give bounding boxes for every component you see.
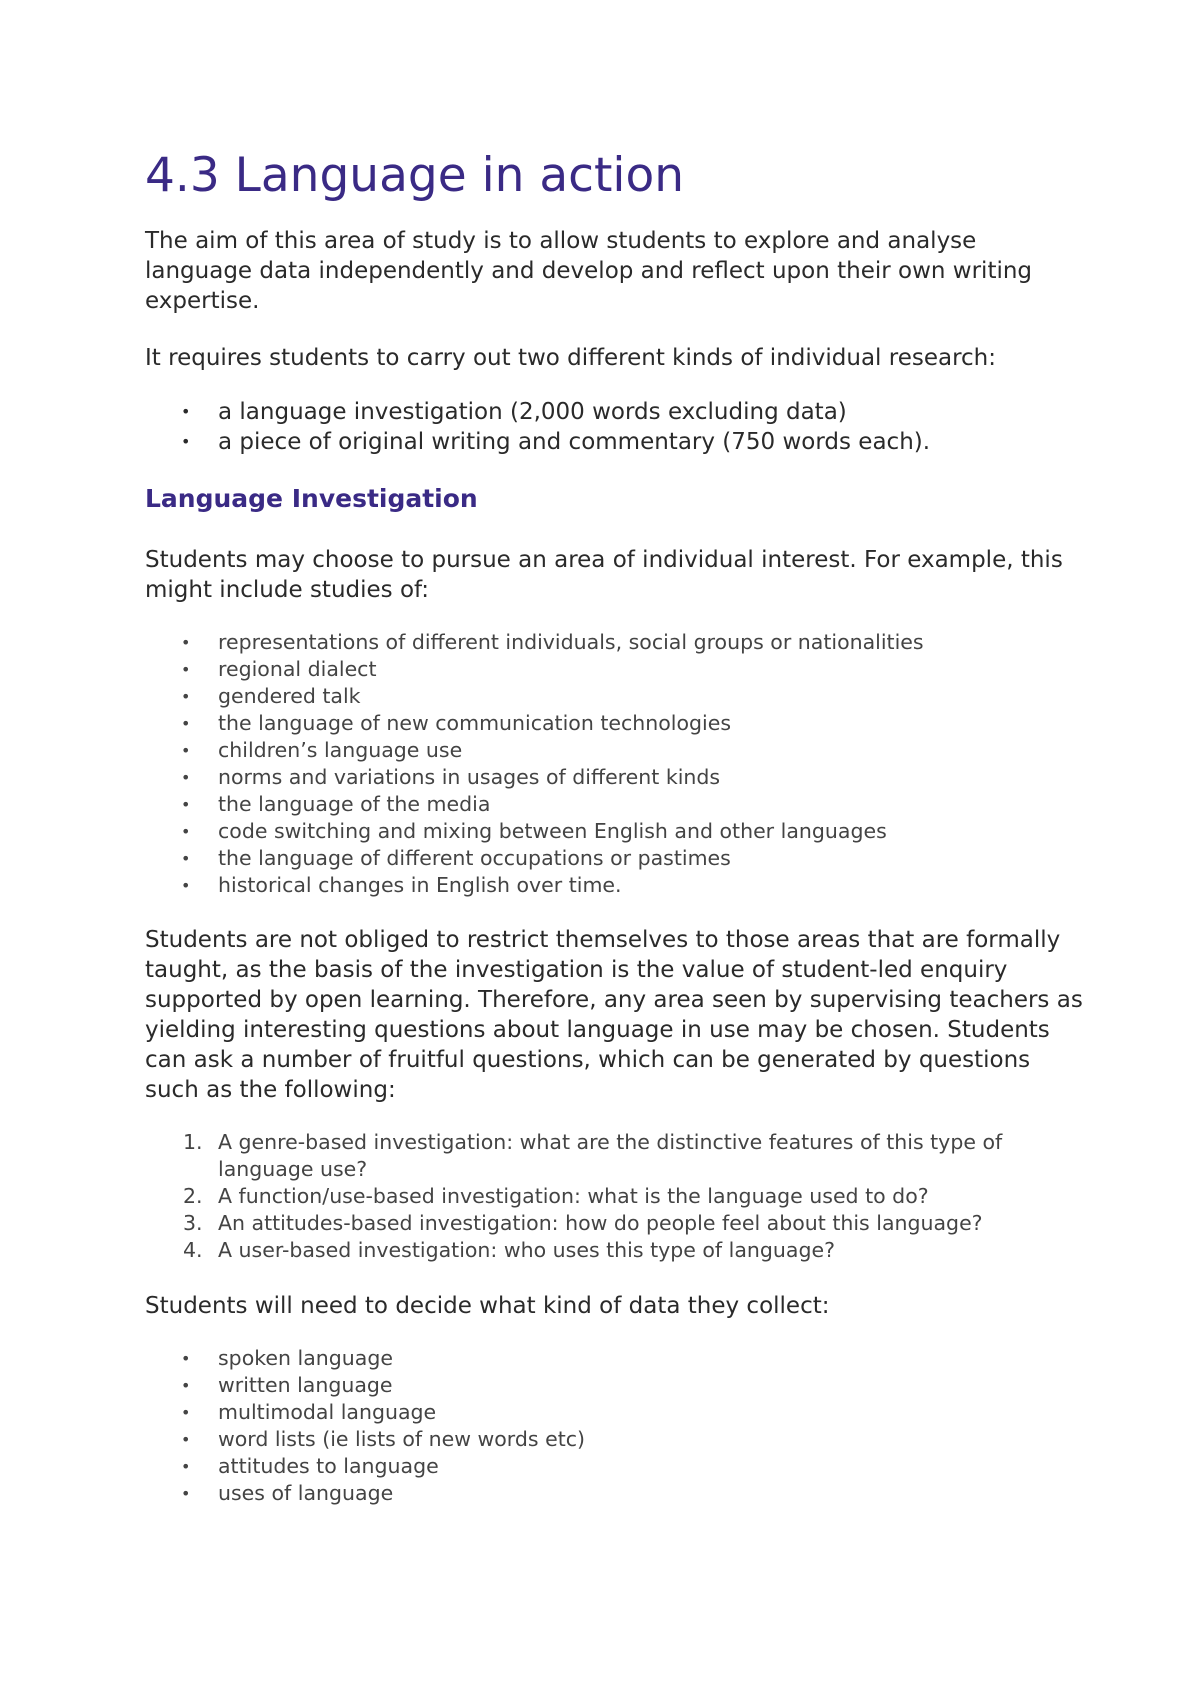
- bullet-icon: •: [181, 1403, 191, 1422]
- research-list: [145, 397, 1085, 457]
- bullet-icon: •: [181, 1430, 191, 1449]
- list-item-text: attitudes to language: [218, 1454, 439, 1478]
- obliged-paragraph: Students are not obliged to restrict themselves to those areas that are formally taught, as the basis of the investigation is the value of student-led enquiry supported by open learning. Therefore, any area seen by supervising teachers as yielding interesting questions about language in use may be chosen. Students can ask a number of fruitful questions, which can be generated by questions such as the following:: [145, 927, 1083, 1103]
- bullet-icon: •: [181, 1349, 191, 1368]
- list-item-text: written language: [218, 1373, 393, 1397]
- item-number: 3.: [183, 1211, 203, 1235]
- list-item: [145, 764, 1085, 791]
- list-item-text: spoken language: [218, 1346, 393, 1370]
- list-item-text: multimodal language: [218, 1400, 437, 1424]
- list-item-text: the language of the media: [218, 792, 491, 816]
- list-item-text: representations of different individuals, social groups or nationalities: [218, 630, 924, 654]
- bullet-icon: •: [181, 1484, 191, 1503]
- list-item: [145, 1399, 1085, 1426]
- list-item: [145, 683, 1085, 710]
- bullet-icon: •: [181, 1457, 191, 1476]
- numbered-item-text: An attitudes-based investigation: how do people feel about this language?: [218, 1211, 983, 1235]
- bullet-icon: •: [181, 402, 191, 421]
- bullet-icon: •: [181, 714, 191, 733]
- document-page: [145, 146, 1085, 1507]
- investigation-intro-paragraph: Students may choose to pursue an area of individual interest. For example, this might include studies of:: [145, 547, 1063, 603]
- topics-list: [145, 629, 1085, 899]
- requires-paragraph: It requires students to carry out two different kinds of individual research:: [145, 345, 996, 371]
- questions-list: [145, 1129, 1085, 1264]
- list-item-text: word lists (ie lists of new words etc): [218, 1427, 586, 1451]
- bullet-icon: •: [181, 633, 191, 652]
- list-item: [145, 1372, 1085, 1399]
- list-item: [145, 710, 1085, 737]
- intro-paragraph: The aim of this area of study is to allow students to explore and analyse language data independently and develop and reflect upon their own writing expertise.: [145, 228, 1033, 314]
- numbered-item: [145, 1210, 1085, 1237]
- list-item-text: the language of new communication technologies: [218, 711, 732, 735]
- list-item: [145, 427, 1085, 457]
- list-item: [145, 656, 1085, 683]
- list-item: [145, 872, 1085, 899]
- data-kinds-list: [145, 1345, 1085, 1507]
- decide-paragraph: Students will need to decide what kind of data they collect:: [145, 1293, 830, 1319]
- list-item-text: code switching and mixing between English and other languages: [218, 819, 887, 843]
- numbered-item: [145, 1129, 1085, 1183]
- list-item-text: historical changes in English over time.: [218, 873, 622, 897]
- subsection-heading: Language Investigation: [145, 484, 478, 513]
- numbered-item: [145, 1237, 1085, 1264]
- bullet-icon: •: [181, 876, 191, 895]
- list-item-text: children’s language use: [218, 738, 463, 762]
- list-item-text: a language investigation (2,000 words excluding data): [218, 399, 847, 425]
- list-item: [145, 1480, 1085, 1507]
- bullet-icon: •: [181, 1376, 191, 1395]
- list-item-text: a piece of original writing and commentary (750 words each).: [218, 429, 931, 455]
- list-item: [145, 1426, 1085, 1453]
- bullet-icon: •: [181, 741, 191, 760]
- item-number: 1.: [183, 1130, 203, 1154]
- section-heading: 4.3 Language in action: [145, 148, 685, 203]
- numbered-item: [145, 1183, 1085, 1210]
- item-number: 4.: [183, 1238, 203, 1262]
- list-item: [145, 629, 1085, 656]
- list-item: [145, 397, 1085, 427]
- item-number: 2.: [183, 1184, 203, 1208]
- list-item: [145, 1345, 1085, 1372]
- numbered-item-text: A genre-based investigation: what are the distinctive features of this type of language use?: [218, 1130, 1003, 1181]
- list-item: [145, 818, 1085, 845]
- list-item: [145, 845, 1085, 872]
- list-item: [145, 737, 1085, 764]
- bullet-icon: •: [181, 687, 191, 706]
- bullet-icon: •: [181, 768, 191, 787]
- bullet-icon: •: [181, 432, 191, 451]
- list-item-text: gendered talk: [218, 684, 361, 708]
- bullet-icon: •: [181, 822, 191, 841]
- list-item-text: norms and variations in usages of different kinds: [218, 765, 721, 789]
- list-item-text: regional dialect: [218, 657, 377, 681]
- bullet-icon: •: [181, 795, 191, 814]
- list-item-text: uses of language: [218, 1481, 394, 1505]
- list-item: [145, 1453, 1085, 1480]
- list-item: [145, 791, 1085, 818]
- list-item-text: the language of different occupations or pastimes: [218, 846, 731, 870]
- numbered-item-text: A user-based investigation: who uses this type of language?: [218, 1238, 835, 1262]
- bullet-icon: •: [181, 849, 191, 868]
- bullet-icon: •: [181, 660, 191, 679]
- numbered-item-text: A function/use-based investigation: what is the language used to do?: [218, 1184, 929, 1208]
